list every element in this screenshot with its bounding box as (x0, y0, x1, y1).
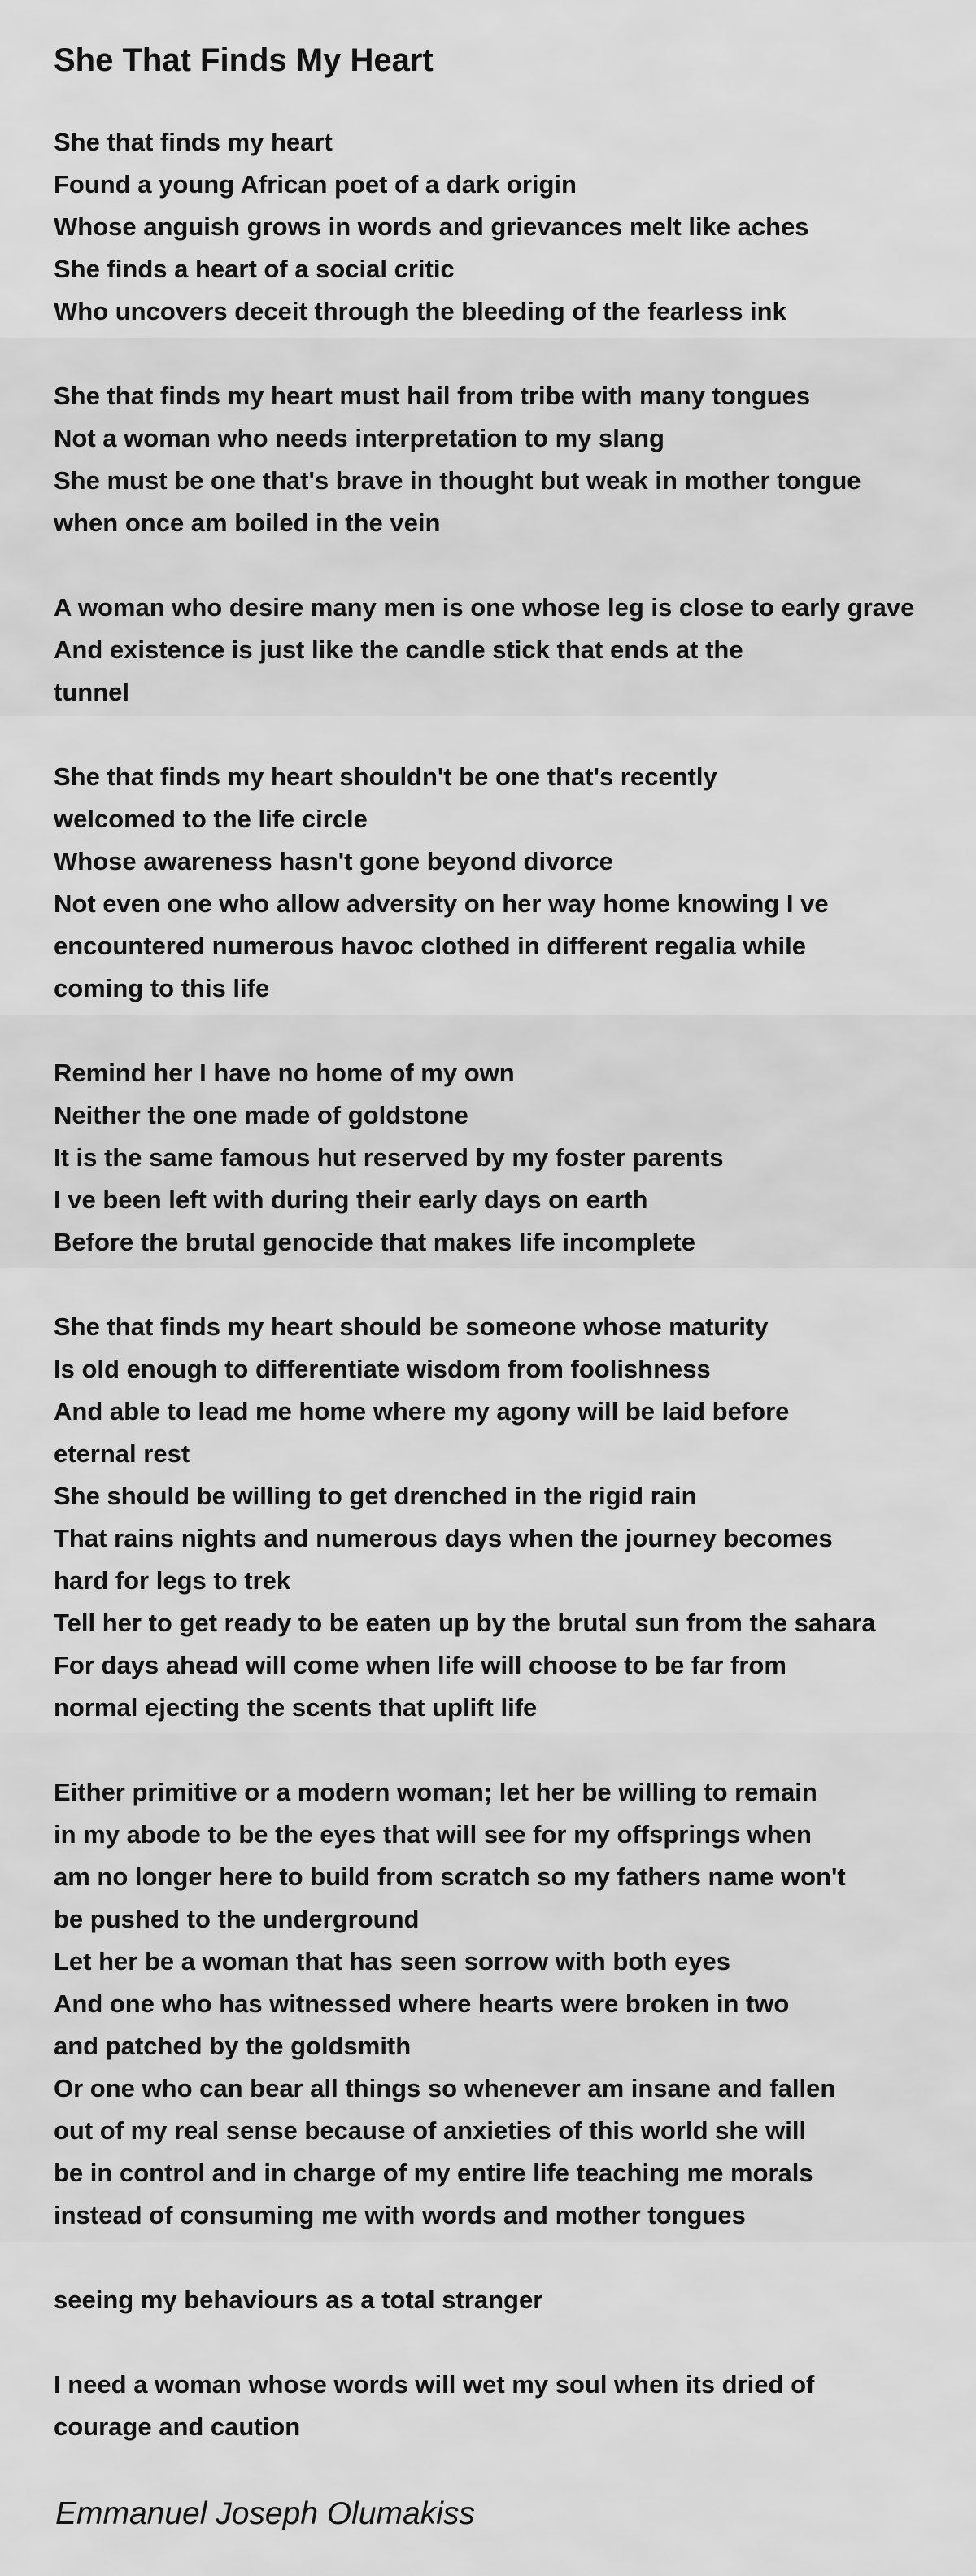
poem-line: normal ejecting the scents that uplift life (54, 1693, 538, 1722)
poem-line: She should be willing to get drenched in the rigid rain (54, 1482, 697, 1510)
poem-author: Emmanuel Joseph Olumakiss (55, 2496, 475, 2531)
poem-line: Whose awareness hasn't gone beyond divorce (54, 847, 613, 875)
poem-line: Or one who can bear all things so whenever am insane and fallen (54, 2074, 836, 2102)
poem-line: Not a woman who needs interpretation to my slang (54, 424, 664, 452)
poem-line: Either primitive or a modern woman; let her be willing to remain (54, 1778, 817, 1806)
poem-line: be pushed to the underground (54, 1905, 420, 1933)
poem-line: in my abode to be the eyes that will see for my offsprings when (54, 1820, 812, 1849)
poem-line: Neither the one made of goldstone (54, 1101, 468, 1129)
poem-line: She that finds my heart must hail from tribe with many tongues (54, 382, 811, 410)
poem-line: She that finds my heart (54, 128, 333, 156)
poem-line: hard for legs to trek (54, 1566, 291, 1595)
poem-line: be in control and in charge of my entire life teaching me morals (54, 2159, 813, 2187)
poem-line: And existence is just like the candle stick that ends at the (54, 635, 743, 664)
poem-line: when once am boiled in the vein (54, 509, 441, 537)
poem-line: Remind her I have no home of my own (54, 1059, 515, 1087)
poem-line: She that finds my heart shouldn't be one that's recently (54, 762, 717, 791)
poem-line: Tell her to get ready to be eaten up by the brutal sun from the sahara (54, 1609, 876, 1637)
poem-line: I need a woman whose words will wet my soul when its dried of (54, 2370, 815, 2399)
poem-line: She must be one that's brave in thought but weak in mother tongue (54, 466, 861, 495)
poem-line: seeing my behaviours as a total stranger (54, 2286, 543, 2314)
poem-title: She That Finds My Heart (54, 42, 434, 78)
poem-line: encountered numerous havoc clothed in different regalia while (54, 932, 807, 960)
poem-line: out of my real sense because of anxieties of this world she will (54, 2116, 807, 2145)
poem-line: Not even one who allow adversity on her way home knowing I ve (54, 889, 829, 918)
poem-line: instead of consuming me with words and mother tongues (54, 2201, 746, 2229)
poem-line: courage and caution (54, 2412, 301, 2441)
poem-line: tunnel (54, 678, 129, 706)
poem-line: Found a young African poet of a dark origin (54, 170, 577, 199)
poem-line: am no longer here to build from scratch so my fathers name won't (54, 1862, 846, 1891)
poem-line: eternal rest (54, 1439, 190, 1468)
poem-line: welcomed to the life circle (54, 805, 368, 833)
poem-line: And one who has witnessed where hearts were broken in two (54, 1989, 790, 2018)
poem-line: Whose anguish grows in words and grievances melt like aches (54, 212, 809, 241)
poem-line: She finds a heart of a social critic (54, 255, 455, 283)
poem-line: Who uncovers deceit through the bleeding of the fearless ink (54, 297, 786, 325)
poem-line: It is the same famous hut reserved by my foster parents (54, 1143, 724, 1172)
poem-line: A woman who desire many men is one whose leg is close to early grave (54, 593, 915, 622)
poem-line: and patched by the goldsmith (54, 2032, 412, 2060)
poem-line: I ve been left with during their early days on earth (54, 1185, 648, 1214)
poem-line: And able to lead me home where my agony will be laid before (54, 1397, 790, 1426)
poem-line: Before the brutal genocide that makes life incomplete (54, 1228, 695, 1256)
poem-line: coming to this life (54, 974, 270, 1002)
poem-line: For days ahead will come when life will choose to be far from (54, 1651, 786, 1679)
poem-line: Is old enough to differentiate wisdom from foolishness (54, 1355, 711, 1383)
poem-line: That rains nights and numerous days when the journey becomes (54, 1524, 833, 1552)
poem-line: She that finds my heart should be someone whose maturity (54, 1312, 769, 1341)
poem-line: Let her be a woman that has seen sorrow with both eyes (54, 1947, 731, 1976)
